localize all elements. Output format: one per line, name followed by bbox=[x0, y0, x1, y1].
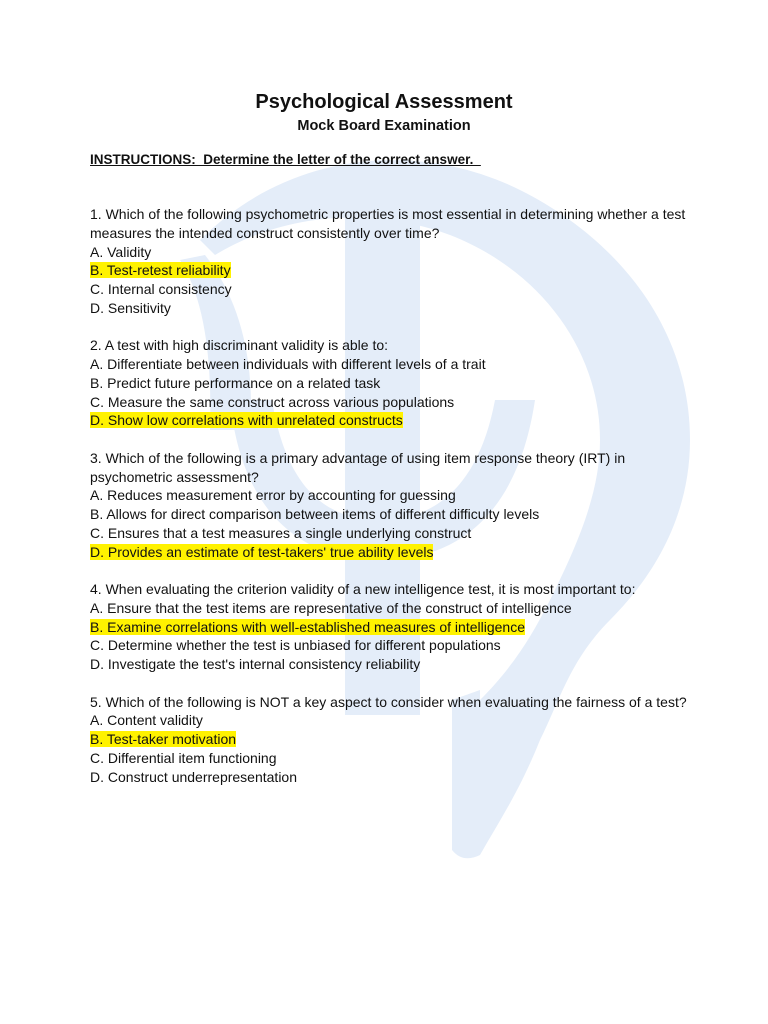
answer-option bbox=[90, 711, 690, 730]
answer-option bbox=[90, 486, 690, 505]
answer-option-text: A. Reduces measurement error by accounting for guessing bbox=[90, 487, 456, 504]
instructions: INSTRUCTIONS: Determine the letter of the correct answer. bbox=[90, 152, 481, 167]
answer-option bbox=[90, 618, 690, 637]
question-list bbox=[90, 205, 690, 805]
answer-option bbox=[90, 393, 690, 412]
question-text: 1. Which of the following psychometric properties is most essential in determining whether a test measures the intended construct consistently over time? bbox=[90, 206, 686, 241]
document-subtitle: Mock Board Examination bbox=[297, 118, 471, 134]
answer-option bbox=[90, 411, 690, 430]
answer-option bbox=[90, 730, 690, 749]
correct-answer-highlight: D. Provides an estimate of test-takers' true ability levels bbox=[90, 543, 434, 560]
correct-answer-highlight: B. Test-taker motivation bbox=[90, 731, 237, 748]
answer-option-text: A. Ensure that the test items are representative of the construct of intelligence bbox=[90, 599, 572, 616]
answer-option bbox=[90, 355, 690, 374]
answer-option-text: D. Sensitivity bbox=[90, 299, 171, 316]
answer-option-text: C. Internal consistency bbox=[90, 281, 232, 298]
answer-option-text: C. Measure the same construct across various populations bbox=[90, 393, 455, 410]
answer-option bbox=[90, 243, 690, 262]
answer-option-text: C. Ensures that a test measures a single underlying construct bbox=[90, 524, 472, 541]
question-3 bbox=[90, 449, 690, 562]
answer-option bbox=[90, 636, 690, 655]
answer-option-text: C. Determine whether the test is unbiased for different populations bbox=[90, 637, 501, 654]
answer-option-text: B. Predict future performance on a related task bbox=[90, 374, 381, 391]
answer-option-text: A. Validity bbox=[90, 243, 152, 260]
question-4 bbox=[90, 580, 690, 674]
answer-option bbox=[90, 599, 690, 618]
answer-option bbox=[90, 543, 690, 562]
answer-option bbox=[90, 374, 690, 393]
answer-option bbox=[90, 655, 690, 674]
answer-option-text: C. Differential item functioning bbox=[90, 749, 277, 766]
question-2 bbox=[90, 336, 690, 430]
correct-answer-highlight: B. Examine correlations with well-established measures of intelligence bbox=[90, 618, 525, 635]
answer-option bbox=[90, 768, 690, 787]
answer-option bbox=[90, 299, 690, 318]
answer-option bbox=[90, 524, 690, 543]
answer-option-text: B. Allows for direct comparison between items of different difficulty levels bbox=[90, 506, 540, 523]
answer-option bbox=[90, 749, 690, 768]
answer-option bbox=[90, 261, 690, 280]
question-text: 2. A test with high discriminant validity is able to: bbox=[90, 337, 389, 354]
answer-option-text: A. Content validity bbox=[90, 712, 203, 729]
question-text: 3. Which of the following is a primary advantage of using item response theory (IRT) in psychometric assessment? bbox=[90, 449, 626, 485]
answer-option-text: D. Investigate the test's internal consistency reliability bbox=[90, 656, 421, 673]
answer-option-text: D. Construct underrepresentation bbox=[90, 768, 297, 785]
question-5 bbox=[90, 693, 690, 787]
answer-option-text: A. Differentiate between individuals with different levels of a trait bbox=[90, 356, 486, 373]
question-1 bbox=[90, 205, 690, 318]
correct-answer-highlight: B. Test-retest reliability bbox=[90, 262, 231, 279]
question-text: 5. Which of the following is NOT a key aspect to consider when evaluating the fairness of a test? bbox=[90, 693, 687, 710]
question-text: 4. When evaluating the criterion validity of a new intelligence test, it is most important to: bbox=[90, 581, 636, 598]
answer-option bbox=[90, 280, 690, 299]
answer-option bbox=[90, 505, 690, 524]
document-title: Psychological Assessment bbox=[255, 91, 513, 113]
correct-answer-highlight: D. Show low correlations with unrelated constructs bbox=[90, 412, 403, 429]
